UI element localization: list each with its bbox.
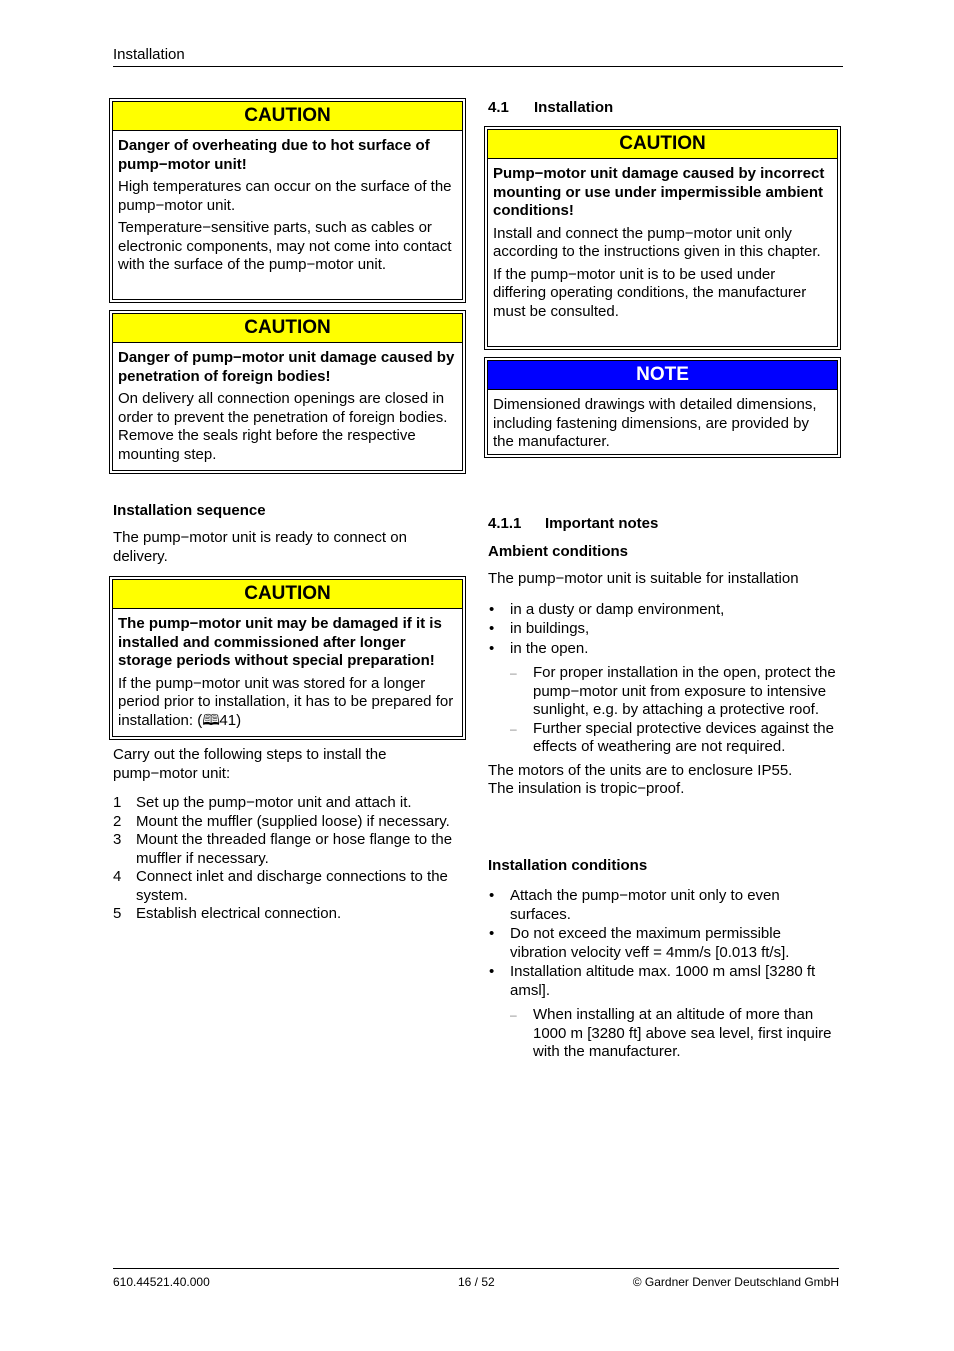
caution-label: CAUTION [113, 102, 462, 131]
section-heading-installation: 4.1 Installation [488, 99, 614, 116]
caution-box-storage [109, 576, 466, 740]
list-item: 4 Connect inlet and discharge connections to the system. [113, 868, 448, 904]
caution-title: Danger of pump−motor unit damage caused by penetration of foreign bodies! [118, 349, 455, 385]
caution-text: On delivery all connection openings are closed in order to prevent the penetration of foreign bodies. Remove the seals right before the respective mounting step. [118, 390, 448, 463]
list-item: 5 Establish electrical connection. [113, 905, 342, 922]
caution-text: High temperatures can occur on the surface of the pump−motor unit. [118, 178, 452, 214]
list-item: • in buildings, [489, 620, 590, 637]
steps-intro: Carry out the following steps to install the pump−motor unit: [113, 746, 387, 782]
caution-label: CAUTION [113, 580, 462, 609]
note-box [484, 357, 841, 458]
footer-copyright: © Gardner Denver Deutschland GmbH [632, 1275, 839, 1289]
caution-label: CAUTION [113, 314, 462, 343]
caution-text: Temperature−sensitive parts, such as cables or electronic components, may not come into contact with the surface of the pump−motor unit. [118, 219, 452, 273]
caution-box-mounting [484, 126, 841, 350]
list-item: • Attach the pump−motor unit only to even surfaces. [489, 887, 780, 923]
header-divider [113, 66, 843, 67]
list-item: • in the open. – For proper installation in the open, protect the pump−motor unit from exposure to intensive sunlight, e.g. by attaching a protective roof. – Further special protective devices against the effects of weathering are not required. [488, 640, 838, 757]
caution-title: Pump−motor unit damage caused by incorrect mounting or use under impermissible ambient conditions! [493, 165, 825, 219]
caution-text: If the pump−motor unit is to be used under differing operating conditions, the manufacturer must be consulted. [493, 265, 807, 320]
caution-text: Install and connect the pump−motor unit only according to the instructions given in this chapter. [493, 224, 821, 260]
caution-box-hot-surface [109, 98, 466, 303]
motors-enclosure-text: The motors of the units are to enclosure IP55. [488, 761, 793, 779]
installation-steps-list [113, 794, 453, 924]
ambient-dash-list [510, 664, 838, 757]
list-item: • in a dusty or damp environment, [489, 600, 725, 618]
list-item: 2 Mount the muffler (supplied loose) if necessary. [113, 812, 450, 830]
ambient-conditions-heading: Ambient conditions [488, 543, 628, 560]
installation-sequence-intro: The pump−motor unit is ready to connect on delivery. [113, 529, 407, 565]
note-text: Dimensioned drawings with detailed dimensions, including fastening dimensions, are provided by the manufacturer. [493, 396, 817, 450]
list-item: – When installing at an altitude of more than 1000 m [3280 ft] above sea level, first inquire with the manufacturer. [510, 1006, 832, 1060]
list-item: 3 Mount the threaded flange or hose flange to the muffler if necessary. [113, 831, 453, 867]
caution-title: The pump−motor unit may be damaged if it is installed and commissioned after longer storage periods without special preparation! [118, 615, 442, 669]
note-label: NOTE [488, 361, 837, 390]
list-item: • Installation altitude max. 1000 m amsl [3280 ft amsl]. – When installing at an altitude of more than 1000 m [3280 ft] above sea level, first inquire with the manufacturer. [488, 963, 840, 1062]
caution-title: Danger of overheating due to hot surface of pump−motor unit! [118, 137, 430, 173]
caution-text: If the pump−motor unit was stored for a longer period prior to installation, it has to be prepared for installation: (🕮 41) [118, 674, 454, 729]
conditions-bullet-list [488, 887, 840, 1062]
ambient-intro: The pump−motor unit is suitable for installation [488, 570, 799, 587]
footer-divider [113, 1268, 839, 1269]
caution-label: CAUTION [488, 130, 837, 159]
caution-box-foreign-bodies [109, 310, 466, 474]
list-item: • Do not exceed the maximum permissible vibration velocity veff = 4mm/s [0.013 ft/s]. [489, 925, 790, 961]
footer-doc-number: 610.44521.40.000 [113, 1275, 210, 1289]
page-header-title: Installation [113, 46, 185, 63]
conditions-dash-list [510, 1006, 840, 1062]
installation-sequence-heading: Installation sequence [113, 502, 266, 519]
footer-page-number: 16 / 52 [458, 1275, 495, 1289]
ambient-conditions-block [488, 570, 838, 799]
installation-conditions-block [488, 887, 840, 1063]
subsection-heading-important-notes: 4.1.1 Important notes [488, 515, 659, 532]
ambient-bullet-list [488, 601, 838, 757]
list-item: – Further special protective devices against the effects of weathering are not required. [510, 719, 834, 755]
list-item: – For proper installation in the open, protect the pump−motor unit from exposure to intensive sunlight, e.g. by attaching a protective roof. [510, 664, 836, 718]
book-icon: 🕮 [202, 711, 220, 729]
list-item: 1 Set up the pump−motor unit and attach it. [113, 794, 412, 811]
motors-insulation-text: The insulation is tropic−proof. [488, 780, 685, 797]
installation-conditions-heading: Installation conditions [488, 857, 648, 874]
